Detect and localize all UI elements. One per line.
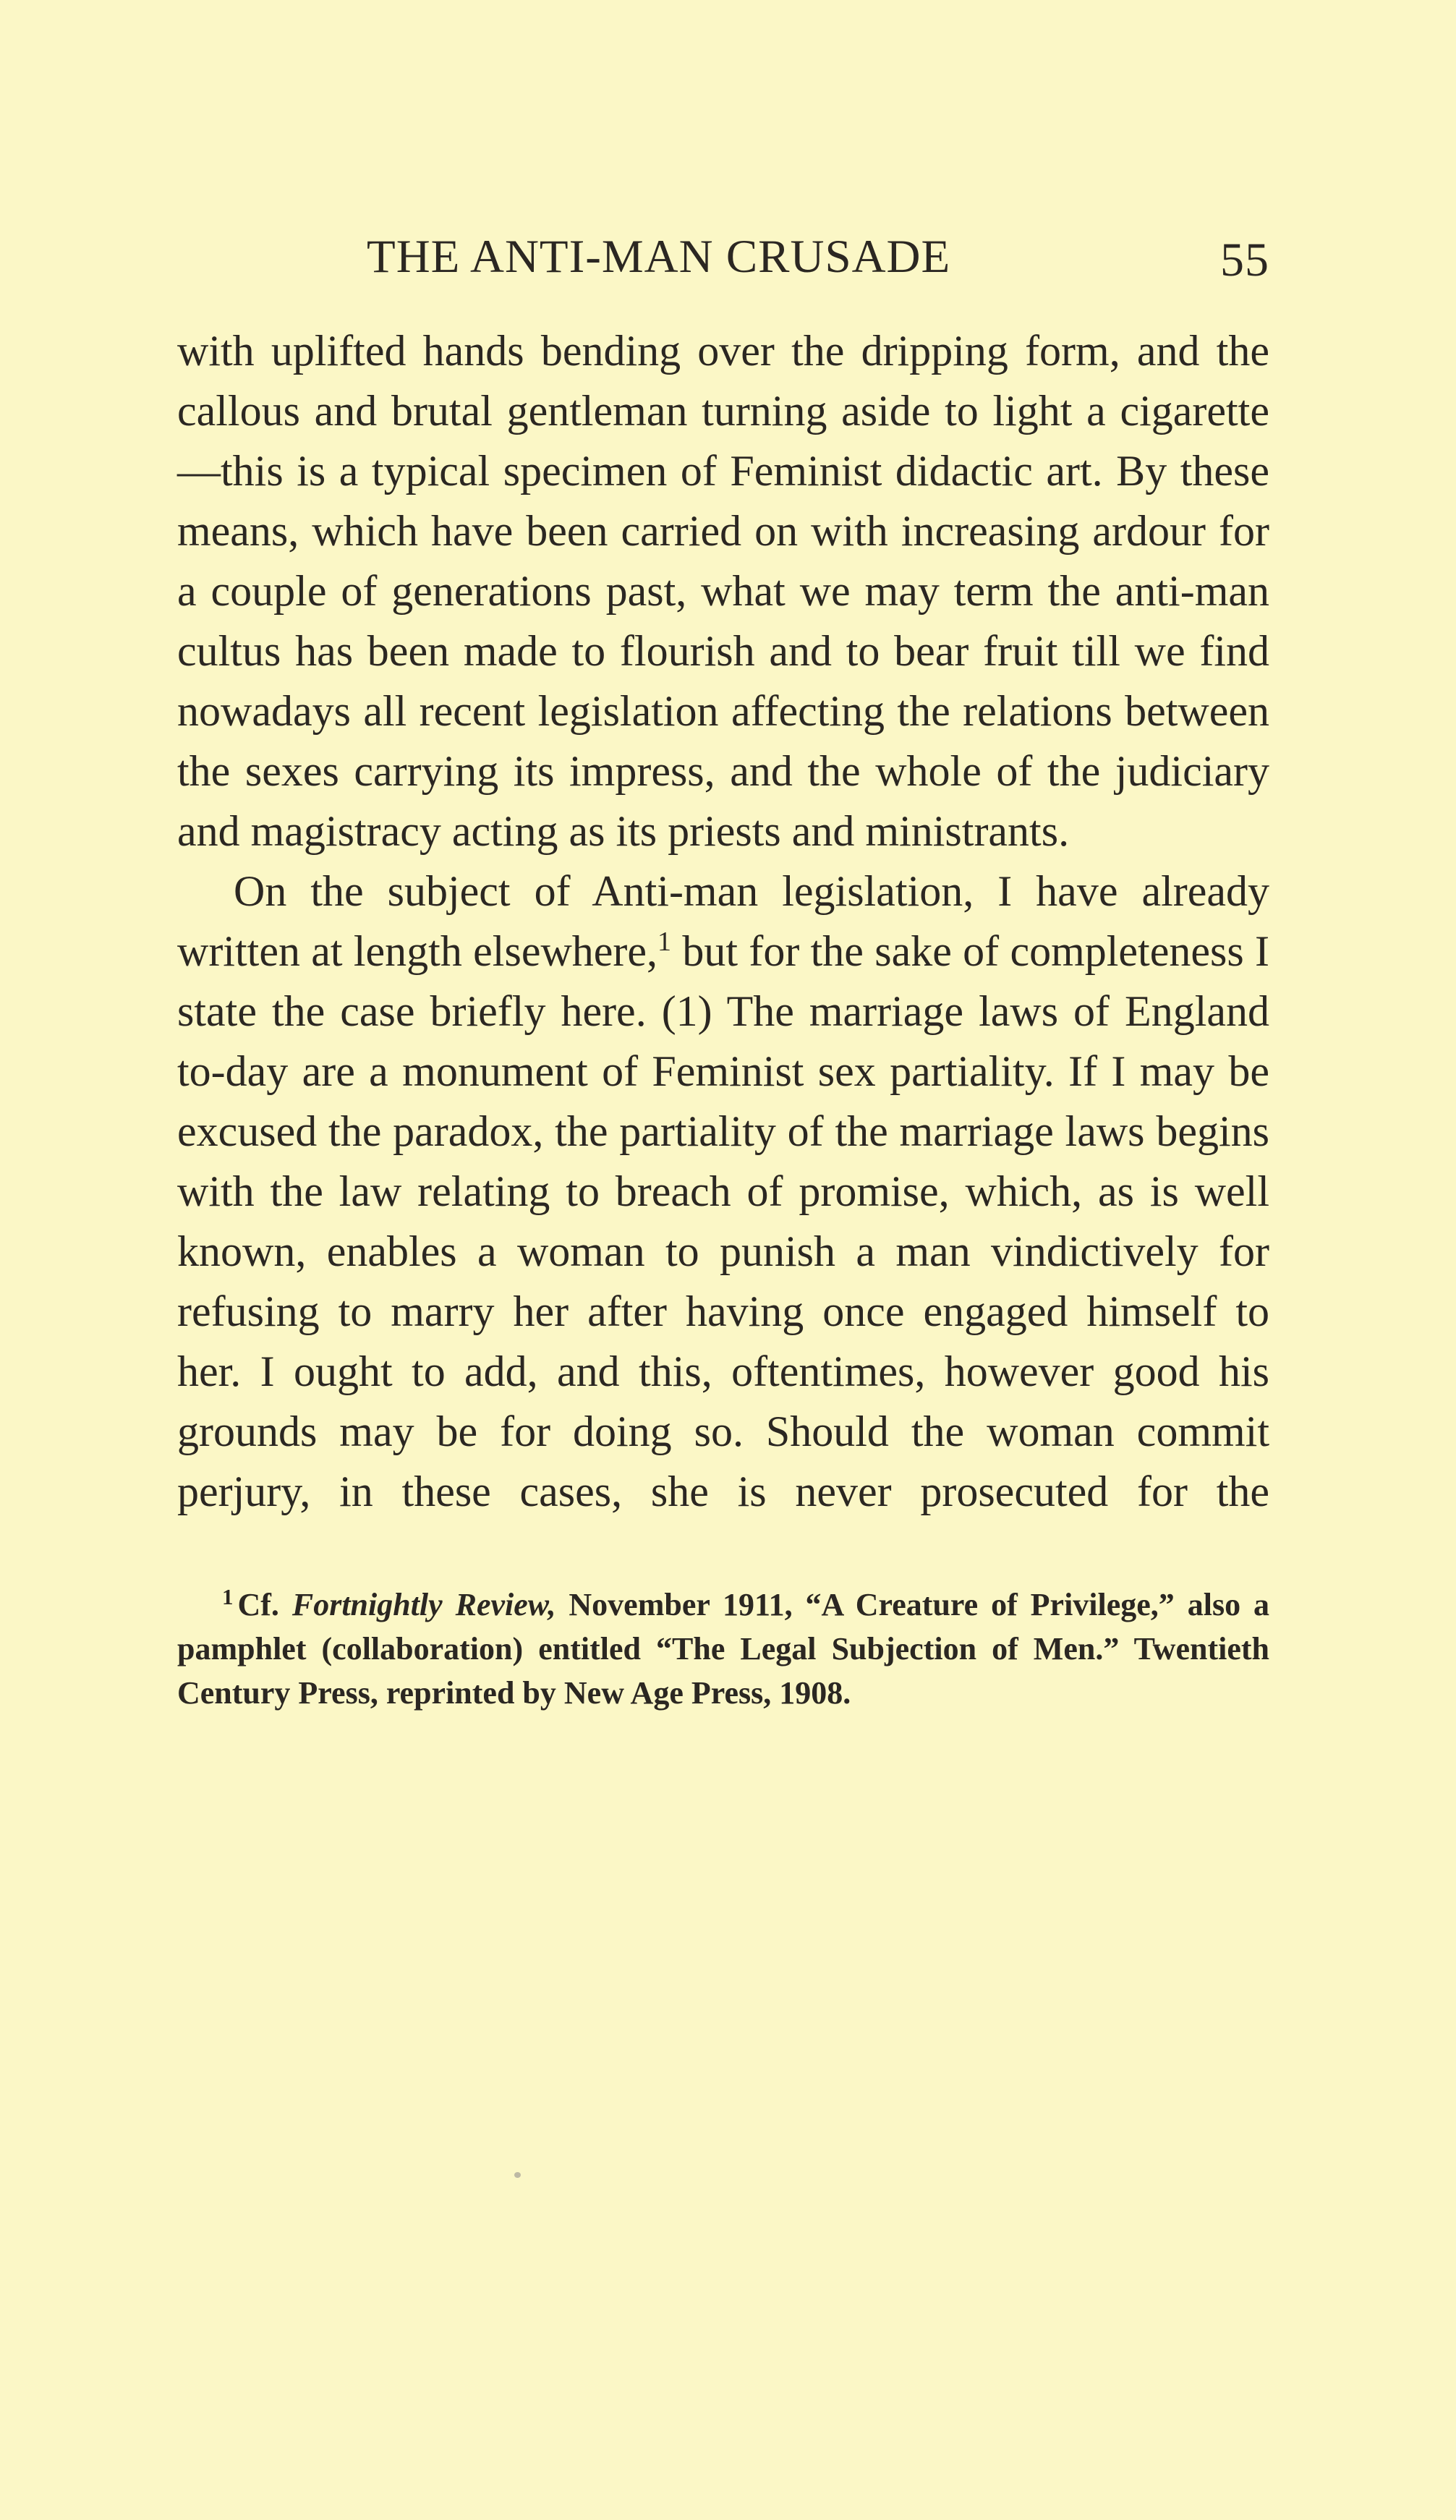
footnote-reference: 1: [657, 927, 672, 958]
running-title: THE ANTI-MAN CRUSADE: [367, 231, 951, 283]
paragraph-2-part-1: On the subject of Anti-man legislation, I have already written at length elsewhere,: [177, 867, 1269, 975]
book-page: [177, 230, 1269, 1715]
body-text: [177, 321, 1269, 1522]
running-head: [177, 230, 1269, 288]
paragraph-1: with uplifted hands bending over the dripping form, and the callous and brutal gentleman turning aside to light a cigarette—this is a typical specimen of Feminist didactic art. By these means, which have been carried on with increasing ardour for a couple of generations past, what we may term the anti-man cultus has been made to flourish and to bear fruit till we find nowadays all recent legislation affecting the relations between the sexes carrying its impress, and the whole of the judiciary and magistracy acting as its priests and ministrants.: [177, 327, 1269, 855]
paper-speck: [514, 2172, 521, 2178]
footnote-prefix: Cf.: [237, 1587, 292, 1622]
footnotes: [177, 1583, 1269, 1715]
page-number: 55: [1220, 234, 1269, 286]
footnote-journal: Fortnightly Review,: [291, 1587, 556, 1622]
footnote-mark: 1: [222, 1583, 234, 1609]
paragraph-2-part-2: but for the sake of completeness I state the case briefly here. (1) The marriage laws of England to-day are a monument of Feminist sex partiality. If I may be excused the paradox, the partiality of the marriage laws begins with the law relating to breach of promise, which, as is well known, enables a woman to punish a man vindictively for refusing to marry her after having once engaged himself to her. I ought to add, and this, oftentimes, however good his grounds may be for doing so. Should the woman commit perjury, in these cases, she is never prosecuted for the: [177, 927, 1269, 1515]
footnote-text: November 1911, “A Creature of Privilege,” also a pamphlet (collaboration) entitled “The Legal Subjection of Men.” Twentieth Century Press, reprinted by New Age Press, 1908.: [177, 1587, 1269, 1711]
footnote-1: [177, 1583, 1269, 1715]
paragraph-2: [177, 861, 1269, 1522]
